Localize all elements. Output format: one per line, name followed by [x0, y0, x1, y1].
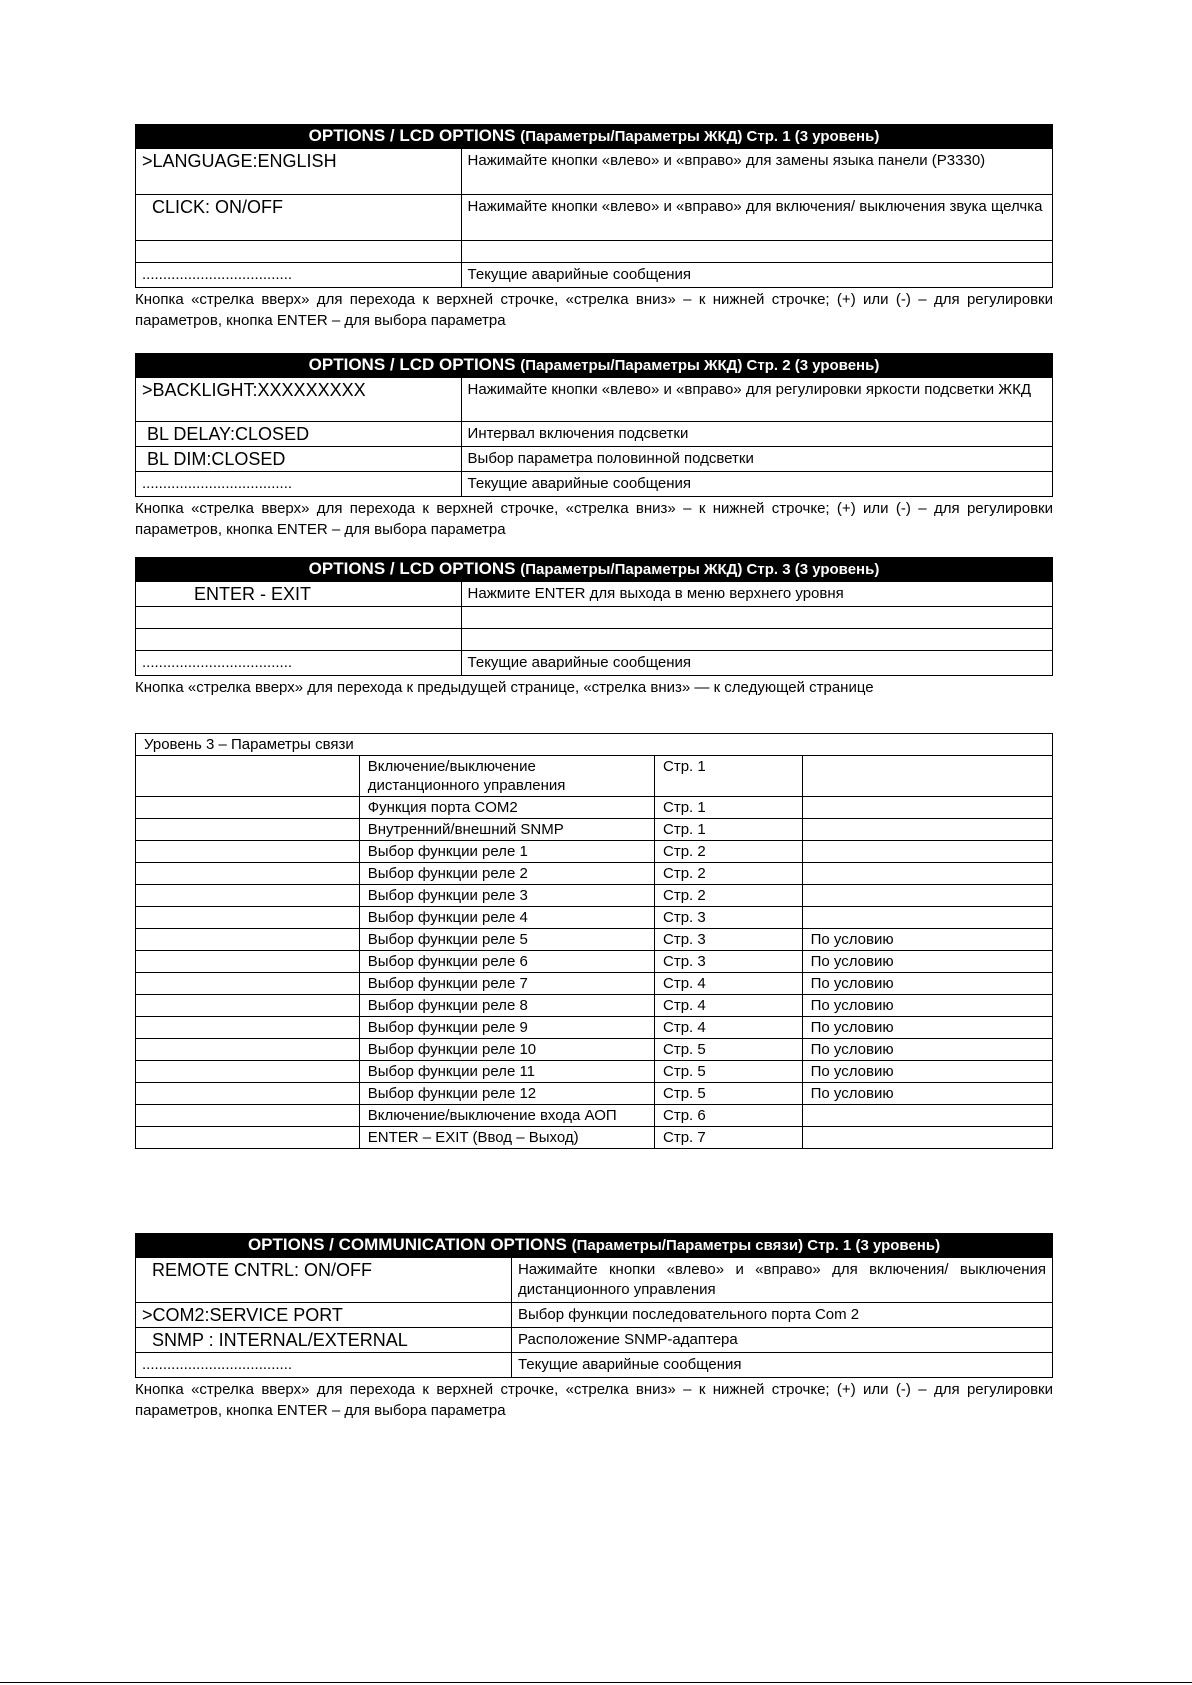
- blank-cell: [136, 929, 360, 951]
- menu-description: [461, 629, 1052, 651]
- table-row: [136, 241, 1053, 263]
- condition: [802, 797, 1052, 819]
- table-row: [136, 378, 1053, 422]
- parameter-name: Выбор функции реле 2: [359, 863, 654, 885]
- table-row: [136, 1017, 1053, 1039]
- table-header: OPTIONS / LCD OPTIONS (Параметры/Параметры ЖКД) Стр. 1 (3 уровень): [136, 125, 1053, 149]
- parameter-name: Выбор функции реле 4: [359, 907, 654, 929]
- menu-description: Выбор параметра половинной подсветки: [461, 447, 1052, 472]
- table-row: [136, 1328, 1053, 1353]
- condition: По условию: [802, 1083, 1052, 1105]
- parameter-name: Внутренний/внешний SNMP: [359, 819, 654, 841]
- menu-description: Нажимайте кнопки «влево» и «вправо» для включения/ выключения звука щелчка: [461, 195, 1052, 241]
- table-row: [136, 885, 1053, 907]
- parameter-name: Выбор функции реле 5: [359, 929, 654, 951]
- table-row: [136, 149, 1053, 195]
- blank-cell: [136, 863, 360, 885]
- lcd-options-page1-table: [135, 124, 1053, 288]
- table-row: [136, 995, 1053, 1017]
- navigation-note: Кнопка «стрелка вверх» для перехода к верхней строчке, «стрелка вниз» – к нижней строчке; (+) или (-) – для регулировки параметров, кнопка ENTER – для выбора параметра: [135, 1381, 1053, 1419]
- blank-cell: [136, 797, 360, 819]
- table-row: [136, 582, 1053, 607]
- blank-cell: [136, 995, 360, 1017]
- parameter-name: ENTER – EXIT (Ввод – Выход): [359, 1127, 654, 1149]
- page-ref: Стр. 2: [655, 863, 803, 885]
- table-row: [136, 1105, 1053, 1127]
- menu-description: Текущие аварийные сообщения: [511, 1353, 1052, 1378]
- communication-options-page1: [135, 1233, 1053, 1421]
- menu-line: [136, 607, 462, 629]
- lcd-options-page3: [135, 557, 1053, 698]
- page-ref: Стр. 4: [655, 995, 803, 1017]
- blank-cell: [136, 1061, 360, 1083]
- page-ref: Стр. 7: [655, 1127, 803, 1149]
- page-ref: Стр. 6: [655, 1105, 803, 1127]
- blank-cell: [136, 951, 360, 973]
- lcd-options-page1: [135, 124, 1053, 331]
- menu-description: Нажимайте кнопки «влево» и «вправо» для включения/ выключения дистанционного управления: [511, 1258, 1052, 1303]
- level3-caption: Уровень 3 – Параметры связи: [136, 734, 1053, 756]
- condition: [802, 863, 1052, 885]
- blank-cell: [136, 819, 360, 841]
- menu-line: >BACKLIGHT:XXXXXXXXX: [136, 378, 462, 422]
- parameter-name: Выбор функции реле 3: [359, 885, 654, 907]
- blank-cell: [136, 1039, 360, 1061]
- page-ref: Стр. 5: [655, 1061, 803, 1083]
- parameter-name: Выбор функции реле 8: [359, 995, 654, 1017]
- blank-cell: [136, 1017, 360, 1039]
- table-header: OPTIONS / LCD OPTIONS (Параметры/Параметры ЖКД) Стр. 2 (3 уровень): [136, 354, 1053, 378]
- condition: По условию: [802, 973, 1052, 995]
- table-header: OPTIONS / COMMUNICATION OPTIONS (Параметры/Параметры связи) Стр. 1 (3 уровень): [136, 1234, 1053, 1258]
- page-ref: Стр. 3: [655, 907, 803, 929]
- condition: По условию: [802, 995, 1052, 1017]
- table-row: [136, 951, 1053, 973]
- table-row: [136, 1353, 1053, 1378]
- page-ref: Стр. 4: [655, 973, 803, 995]
- table-row: [136, 1083, 1053, 1105]
- navigation-note: Кнопка «стрелка вверх» для перехода к предыдущей странице, «стрелка вниз» — к следующей странице: [135, 679, 874, 696]
- menu-line: ....................................: [136, 1353, 512, 1378]
- menu-description: [461, 241, 1052, 263]
- parameter-name: Выбор функции реле 9: [359, 1017, 654, 1039]
- table-row: [136, 819, 1053, 841]
- condition: [802, 756, 1052, 797]
- menu-description: Нажимайте кнопки «влево» и «вправо» для регулировки яркости подсветки ЖКД: [461, 378, 1052, 422]
- menu-line: BL DELAY:CLOSED: [136, 422, 462, 447]
- table-row: [136, 1061, 1053, 1083]
- condition: По условию: [802, 1017, 1052, 1039]
- parameter-name: Выбор функции реле 11: [359, 1061, 654, 1083]
- menu-description: Выбор функции последовательного порта Com 2: [511, 1303, 1052, 1328]
- table-row: [136, 756, 1053, 797]
- table-row: [136, 651, 1053, 676]
- menu-line: ....................................: [136, 263, 462, 288]
- table-row: [136, 195, 1053, 241]
- menu-line: >LANGUAGE:ENGLISH: [136, 149, 462, 195]
- table-row: [136, 841, 1053, 863]
- page-ref: Стр. 1: [655, 797, 803, 819]
- condition: [802, 1127, 1052, 1149]
- page-ref: Стр. 3: [655, 951, 803, 973]
- menu-line: REMOTE CNTRL: ON/OFF: [136, 1258, 512, 1303]
- lcd-options-page2: [135, 353, 1053, 540]
- lcd-options-page2-table: [135, 353, 1053, 497]
- page-ref: Стр. 2: [655, 841, 803, 863]
- blank-cell: [136, 1127, 360, 1149]
- table-row: [136, 422, 1053, 447]
- table-row: [136, 1258, 1053, 1303]
- menu-line: ENTER - EXIT: [136, 582, 462, 607]
- blank-cell: [136, 907, 360, 929]
- page-ref: Стр. 5: [655, 1083, 803, 1105]
- page-ref: Стр. 4: [655, 1017, 803, 1039]
- parameter-name: Выбор функции реле 6: [359, 951, 654, 973]
- condition: По условию: [802, 951, 1052, 973]
- page-ref: Стр. 2: [655, 885, 803, 907]
- menu-line: [136, 241, 462, 263]
- parameter-name: Выбор функции реле 10: [359, 1039, 654, 1061]
- level3-table: [135, 733, 1053, 1149]
- table-row: [136, 447, 1053, 472]
- menu-description: Текущие аварийные сообщения: [461, 263, 1052, 288]
- condition: [802, 841, 1052, 863]
- menu-line: >COM2:SERVICE PORT: [136, 1303, 512, 1328]
- menu-description: Текущие аварийные сообщения: [461, 472, 1052, 497]
- menu-line: ....................................: [136, 472, 462, 497]
- condition: [802, 1105, 1052, 1127]
- communication-options-table: [135, 1233, 1053, 1378]
- blank-cell: [136, 756, 360, 797]
- navigation-note: Кнопка «стрелка вверх» для перехода к верхней строчке, «стрелка вниз» – к нижней строчке; (+) или (-) – для регулировки параметров, кнопка ENTER – для выбора параметра: [135, 291, 1053, 329]
- blank-cell: [136, 1083, 360, 1105]
- menu-description: [461, 607, 1052, 629]
- parameter-name: Функция порта COM2: [359, 797, 654, 819]
- table-header: OPTIONS / LCD OPTIONS (Параметры/Параметры ЖКД) Стр. 3 (3 уровень): [136, 558, 1053, 582]
- parameter-name: Выбор функции реле 1: [359, 841, 654, 863]
- blank-cell: [136, 1105, 360, 1127]
- condition: [802, 885, 1052, 907]
- menu-line: CLICK: ON/OFF: [136, 195, 462, 241]
- parameter-name: Включение/выключение входа АОП: [359, 1105, 654, 1127]
- parameter-name: Выбор функции реле 12: [359, 1083, 654, 1105]
- level3-communication-table: [135, 733, 1053, 1149]
- menu-description: Нажимайте кнопки «влево» и «вправо» для замены языка панели (P3330): [461, 149, 1052, 195]
- menu-description: Интервал включения подсветки: [461, 422, 1052, 447]
- lcd-options-page3-table: [135, 557, 1053, 676]
- condition: [802, 819, 1052, 841]
- navigation-note: Кнопка «стрелка вверх» для перехода к верхней строчке, «стрелка вниз» – к нижней строчке; (+) или (-) – для регулировки параметров, кнопка ENTER – для выбора параметра: [135, 500, 1053, 538]
- table-row: [136, 973, 1053, 995]
- blank-cell: [136, 885, 360, 907]
- condition: По условию: [802, 1039, 1052, 1061]
- parameter-name: Выбор функции реле 7: [359, 973, 654, 995]
- menu-line: [136, 629, 462, 651]
- table-row: [136, 472, 1053, 497]
- page-ref: Стр. 1: [655, 756, 803, 797]
- table-row: [136, 607, 1053, 629]
- parameter-name: Включение/выключение дистанционного управления: [359, 756, 654, 797]
- table-row: [136, 929, 1053, 951]
- menu-description: Текущие аварийные сообщения: [461, 651, 1052, 676]
- blank-cell: [136, 973, 360, 995]
- page-bottom-rule: [0, 1682, 1192, 1683]
- page-ref: Стр. 1: [655, 819, 803, 841]
- table-row: [136, 1039, 1053, 1061]
- menu-line: SNMP : INTERNAL/EXTERNAL: [136, 1328, 512, 1353]
- page-ref: Стр. 3: [655, 929, 803, 951]
- menu-description: Расположение SNMP-адаптера: [511, 1328, 1052, 1353]
- menu-line: BL DIM:CLOSED: [136, 447, 462, 472]
- table-row: [136, 863, 1053, 885]
- page-ref: Стр. 5: [655, 1039, 803, 1061]
- condition: [802, 907, 1052, 929]
- table-row: [136, 1303, 1053, 1328]
- condition: По условию: [802, 1061, 1052, 1083]
- table-row: [136, 797, 1053, 819]
- blank-cell: [136, 841, 360, 863]
- table-row: [136, 907, 1053, 929]
- table-row: [136, 629, 1053, 651]
- menu-line: ....................................: [136, 651, 462, 676]
- table-row: [136, 1127, 1053, 1149]
- table-row: [136, 263, 1053, 288]
- menu-description: Нажмите ENTER для выхода в меню верхнего уровня: [461, 582, 1052, 607]
- condition: По условию: [802, 929, 1052, 951]
